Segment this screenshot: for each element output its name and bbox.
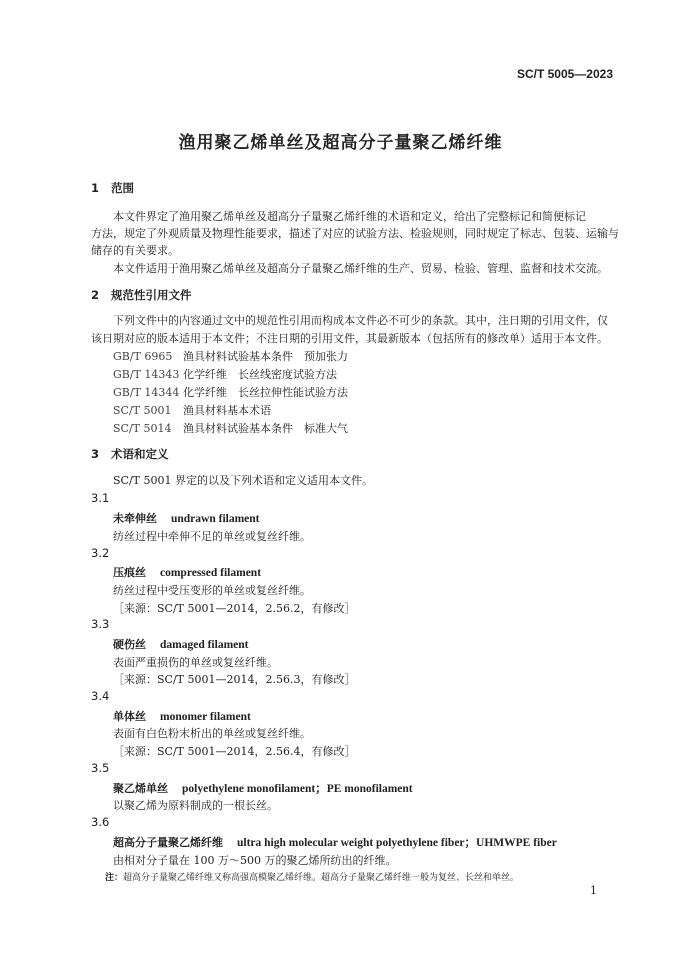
term-definition: 由相对分子量在 100 万～500 万的聚乙烯所纺出的纤维。	[113, 854, 397, 867]
section-title: 范围	[111, 181, 135, 195]
term-en: damaged filament	[160, 639, 249, 651]
reference-title: 渔具材料基本术语	[183, 404, 271, 417]
term-heading	[113, 510, 260, 526]
term-number: 3.3	[91, 617, 110, 631]
term-en: polyethylene monofilament；PE monofilament	[182, 783, 413, 795]
note	[105, 870, 519, 883]
section-number: 1	[91, 181, 100, 195]
reference-title: 化学纤维 长丝线密度试验方法	[183, 368, 337, 381]
term-en: undrawn filament	[171, 513, 260, 525]
reference-item	[113, 420, 348, 436]
term-heading	[113, 708, 251, 724]
reference-title: 渔具材料试验基本条件 预加张力	[183, 350, 348, 363]
paragraph-line: 方法，规定了外观质量及物理性能要求，描述了对应的试验方法、检验规则，同时规定了标志、包装、运输与	[91, 227, 619, 240]
reference-item	[113, 384, 348, 400]
term-zh: 未牵伸丝	[113, 512, 157, 525]
term-en: ultra high molecular weight polyethylene fiber；UHMWPE fiber	[237, 837, 557, 849]
reference-code: SC/T 5001	[113, 404, 172, 417]
term-heading	[113, 564, 261, 580]
term-en: compressed filament	[160, 567, 262, 579]
reference-title: 化学纤维 长丝拉伸性能试验方法	[183, 386, 348, 399]
page-number: 1	[590, 884, 597, 897]
reference-code: SC/T 5014	[113, 422, 172, 435]
paragraph-line: 储存的有关要求。	[91, 244, 179, 257]
term-source: ［来源：SC/T 5001—2014，2.56.4，有修改］	[113, 745, 356, 758]
term-zh: 超高分子量聚乙烯纤维	[113, 836, 223, 849]
reference-code: GB/T 6965	[113, 350, 173, 363]
term-source: ［来源：SC/T 5001—2014，2.56.3，有修改］	[113, 673, 356, 686]
section-heading-normative-references	[91, 287, 192, 303]
term-definition: 纺丝过程中受压变形的单丝或复丝纤维。	[113, 584, 311, 597]
section-title: 规范性引用文件	[111, 288, 192, 302]
document-number: SC/T 5005—2023	[516, 67, 613, 81]
term-definition: 纺丝过程中牵伸不足的单丝或复丝纤维。	[113, 530, 311, 543]
reference-item	[113, 348, 348, 364]
term-definition: 表面严重损伤的单丝或复丝纤维。	[113, 656, 278, 669]
term-number: 3.5	[91, 761, 110, 775]
section-title: 术语和定义	[111, 447, 169, 461]
paragraph-line: 该日期对应的版本适用于本文件；不注日期的引用文件，其最新版本（包括所有的修改单）适用于本文件。	[91, 332, 608, 345]
document-title: 渔用聚乙烯单丝及超高分子量聚乙烯纤维	[178, 133, 503, 153]
section-number: 3	[91, 447, 100, 461]
term-number: 3.2	[91, 546, 110, 560]
reference-code: GB/T 14344	[113, 386, 180, 399]
paragraph-line: 本文件适用于渔用聚乙烯单丝及超高分子量聚乙烯纤维的生产、贸易、检验、管理、监督和技术交流。	[113, 262, 608, 275]
term-zh: 聚乙烯单丝	[113, 782, 168, 795]
term-number: 3.1	[91, 491, 110, 505]
term-heading	[113, 636, 248, 652]
term-definition: 以聚乙烯为原料制成的一根长丝。	[113, 799, 278, 812]
section-heading-terms	[91, 446, 169, 462]
term-zh: 压痕丝	[113, 566, 146, 579]
term-zh: 单体丝	[113, 710, 146, 723]
paragraph-line: 下列文件中的内容通过文中的规范性引用而构成本文件必不可少的条款。其中，注日期的引用文件，仅	[113, 314, 608, 327]
term-zh: 硬伤丝	[113, 638, 146, 651]
term-source: ［来源：SC/T 5001—2014，2.56.2，有修改］	[113, 602, 356, 615]
reference-title: 渔具材料试验基本条件 标准大气	[183, 422, 348, 435]
term-en: monomer filament	[160, 711, 251, 723]
note-text: 超高分子量聚乙烯纤维又称高强高模聚乙烯纤维。超高分子量聚乙烯纤维一般为复丝、长丝和单丝。	[123, 873, 520, 883]
section-number: 2	[91, 288, 100, 302]
term-number: 3.4	[91, 689, 110, 703]
term-heading	[113, 834, 557, 850]
reference-code: GB/T 14343	[113, 368, 180, 381]
section-heading-scope	[91, 180, 134, 196]
paragraph-line: SC/T 5001 界定的以及下列术语和定义适用本文件。	[113, 474, 373, 487]
term-definition: 表面有白色粉末析出的单丝或复丝纤维。	[113, 727, 311, 740]
paragraph-line: 本文件界定了渔用聚乙烯单丝及超高分子量聚乙烯纤维的术语和定义，给出了完整标记和简便标记	[113, 210, 586, 223]
note-label: 注：	[105, 873, 124, 883]
term-number: 3.6	[91, 815, 110, 829]
reference-item	[113, 366, 337, 382]
reference-item	[113, 402, 271, 418]
term-heading	[113, 780, 413, 796]
